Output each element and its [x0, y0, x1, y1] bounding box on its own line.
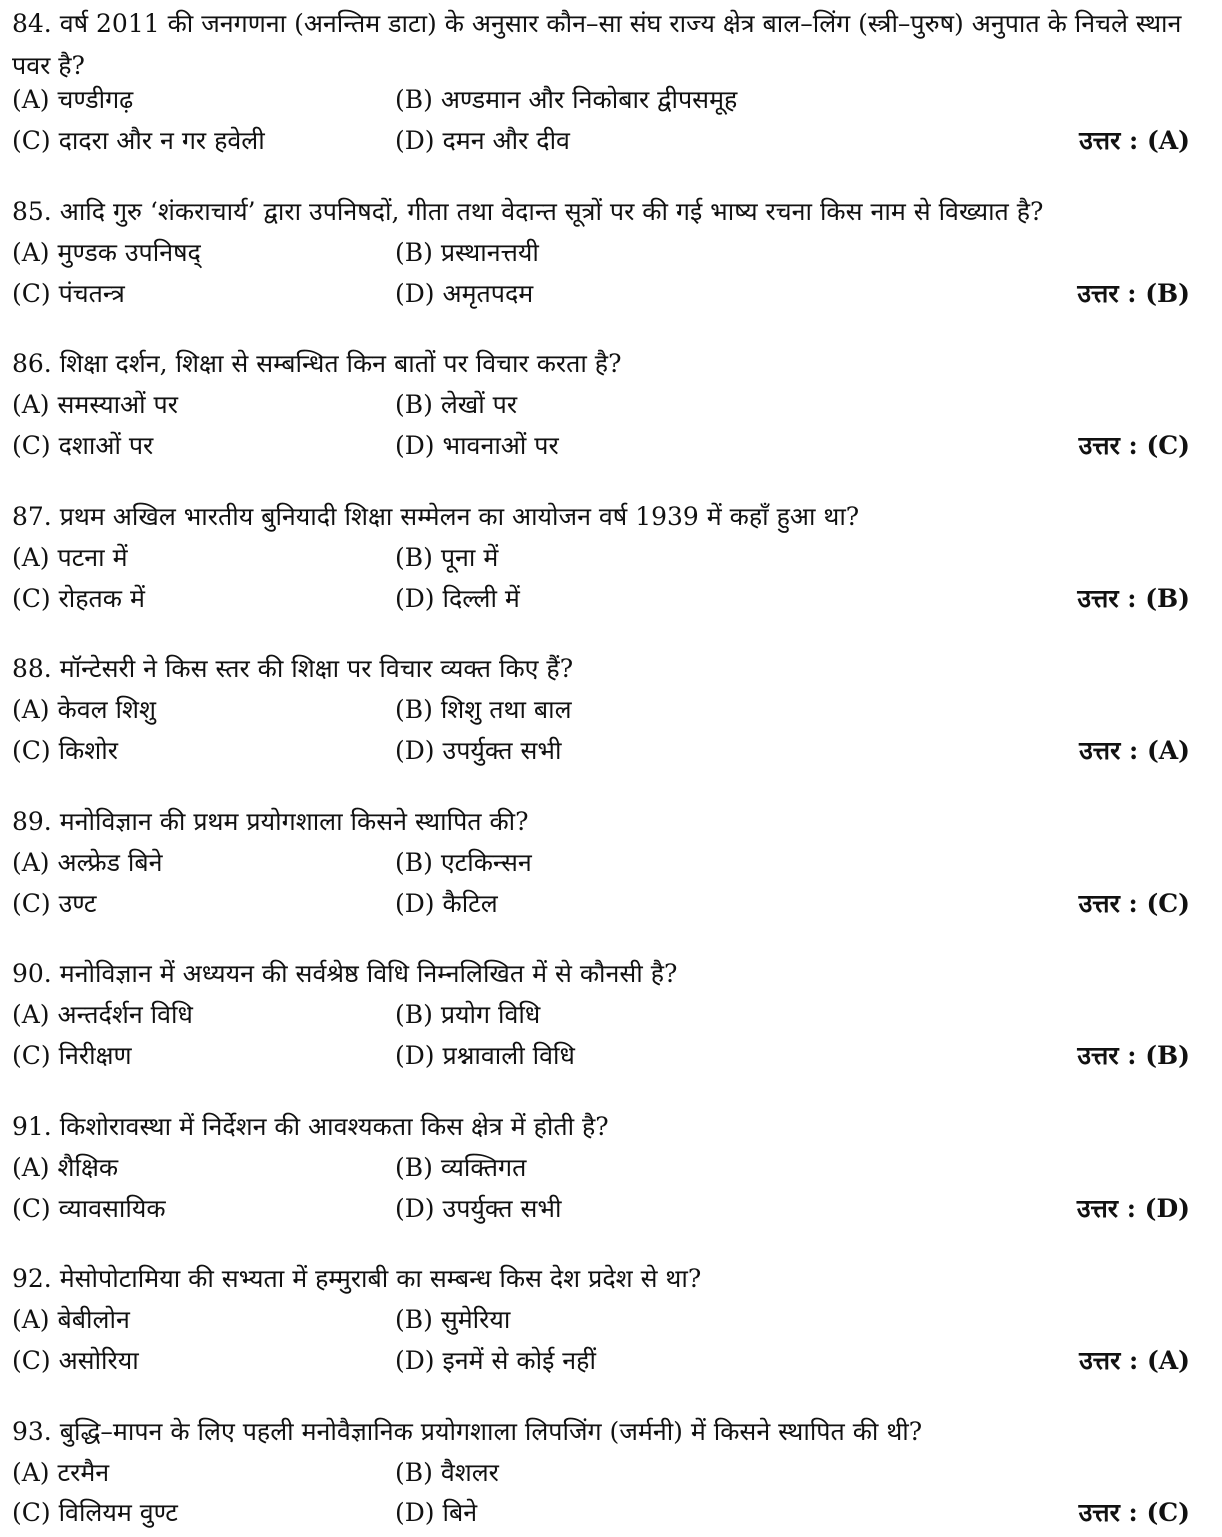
answer — [1079, 1341, 1190, 1381]
question-text: 86. शिक्षा दर्शन, शिक्षा से सम्बन्धित किन बातों पर विचार करता है? — [12, 349, 622, 378]
option-c: (C) दशाओं पर — [12, 431, 154, 460]
answer — [1077, 274, 1190, 314]
question-text: 87. प्रथम अखिल भारतीय बुनियादी शिक्षा सम्मेलन का आयोजन वर्ष 1939 में कहाँ हुआ था? — [12, 502, 860, 531]
answer-value: (A) — [1146, 736, 1190, 765]
option-b: (B) व्यक्तिगत — [395, 1153, 527, 1182]
answer-label: उत्तर : — [1078, 1498, 1147, 1527]
option-d: (D) दिल्ली में — [395, 584, 520, 613]
option-b: (B) शिशु तथा बाल — [395, 695, 572, 724]
question-text: 91. किशोरावस्था में निर्देशन की आवश्यकता किस क्षेत्र में होती है? — [12, 1112, 609, 1141]
question-text: 84. वर्ष 2011 की जनगणना (अनन्तिम डाटा) के अनुसार कौन–सा संघ राज्य क्षेत्र बाल–लिंग (स्त्री–पुरुष) अनुपात के निचले स्थान पवर है? — [12, 9, 1182, 80]
option-a: (A) मुण्डक उपनिषद् — [12, 238, 201, 267]
answer-label: उत्तर : — [1079, 1346, 1147, 1375]
option-b: (B) वैशलर — [395, 1458, 499, 1487]
answer-value: (B) — [1145, 279, 1190, 308]
option-d: (D) बिने — [395, 1498, 478, 1527]
answer-value: (A) — [1146, 126, 1190, 155]
option-a: (A) पटना में — [12, 543, 128, 572]
question-text: 90. मनोविज्ञान में अध्ययन की सर्वश्रेष्ठ विधि निम्नलिखित में से कौनसी है? — [12, 959, 678, 988]
answer-label: उत्तर : — [1076, 1194, 1145, 1223]
answer-value: (C) — [1146, 889, 1190, 918]
answer — [1079, 426, 1190, 466]
answer-label: उत्तर : — [1077, 279, 1146, 308]
answer-label: उत्तर : — [1079, 126, 1147, 155]
question-text: 92. मेसोपोटामिया की सभ्यता में हम्मुराबी का सम्बन्ध किस देश प्रदेश से था? — [12, 1264, 702, 1293]
option-c: (C) असोरिया — [12, 1346, 139, 1375]
answer-value: (B) — [1145, 1041, 1190, 1070]
answer-value: (B) — [1145, 584, 1190, 613]
option-d: (D) प्रश्नावाली विधि — [395, 1041, 575, 1070]
option-a: (A) शैक्षिक — [12, 1153, 119, 1182]
option-d: (D) भावनाओं पर — [395, 431, 559, 460]
option-c: (C) पंचतन्त्र — [12, 279, 125, 308]
option-a: (A) अन्तर्दर्शन विधि — [12, 1000, 193, 1029]
answer — [1077, 1189, 1190, 1229]
option-a: (A) चण्डीगढ़ — [12, 85, 134, 114]
option-c: (C) दादरा और न गर हवेली — [12, 126, 265, 155]
answer — [1079, 884, 1190, 924]
option-b: (B) सुमेरिया — [395, 1305, 511, 1334]
answer-value: (C) — [1146, 1498, 1190, 1527]
question-text: 93. बुद्धि–मापन के लिए पहली मनोवैज्ञानिक प्रयोगशाला लिपजिंग (जर्मनी) में किसने स्थापित की थी? — [12, 1417, 923, 1446]
option-a: (A) अल्फ्रेड बिने — [12, 848, 163, 877]
option-b: (B) प्रस्थानत्तयी — [395, 238, 539, 267]
option-c: (C) रोहतक में — [12, 584, 145, 613]
option-b: (B) अण्डमान और निकोबार द्वीपसमूह — [395, 85, 738, 114]
answer — [1077, 1036, 1190, 1076]
question-text: 85. आदि गुरु ‘शंकराचार्य’ द्वारा उपनिषदों, गीता तथा वेदान्त सूत्रों पर की गई भाष्य रचना किस नाम से विख्यात है? — [12, 197, 1044, 226]
option-d: (D) अमृतपदम — [395, 279, 534, 308]
option-c: (C) व्यावसायिक — [12, 1194, 166, 1223]
option-b: (B) एटकिन्सन — [395, 848, 532, 877]
option-b: (B) लेखों पर — [395, 390, 518, 419]
option-d: (D) उपर्युक्त सभी — [395, 736, 562, 765]
answer-label: उत्तर : — [1078, 431, 1147, 460]
answer — [1079, 121, 1190, 161]
option-c: (C) किशोर — [12, 736, 118, 765]
answer — [1079, 731, 1190, 771]
answer-label: उत्तर : — [1078, 889, 1147, 918]
option-c: (C) उण्ट — [12, 889, 97, 918]
option-b: (B) पूना में — [395, 543, 499, 572]
answer-value: (D) — [1144, 1194, 1190, 1223]
answer — [1077, 579, 1190, 619]
option-a: (A) केवल शिशु — [12, 695, 156, 724]
option-a: (A) बेबीलोन — [12, 1305, 130, 1334]
option-c: (C) निरीक्षण — [12, 1041, 132, 1070]
answer-value: (C) — [1146, 431, 1190, 460]
answer — [1079, 1493, 1190, 1533]
option-d: (D) इनमें से कोई नहीं — [395, 1346, 596, 1375]
option-b: (B) प्रयोग विधि — [395, 1000, 541, 1029]
question-text: 88. मॉन्टेसरी ने किस स्तर की शिक्षा पर विचार व्यक्त किए हैं? — [12, 654, 574, 683]
option-a: (A) टरमैन — [12, 1458, 110, 1487]
question-text: 89. मनोविज्ञान की प्रथम प्रयोगशाला किसने स्थापित की? — [12, 807, 529, 836]
answer-value: (A) — [1146, 1346, 1190, 1375]
answer-label: उत्तर : — [1077, 584, 1146, 613]
option-d: (D) कैटिल — [395, 889, 498, 918]
answer-label: उत्तर : — [1077, 1041, 1146, 1070]
answer-label: उत्तर : — [1079, 736, 1147, 765]
option-c: (C) विलियम वुण्ट — [12, 1498, 178, 1527]
option-a: (A) समस्याओं पर — [12, 390, 178, 419]
option-d: (D) उपर्युक्त सभी — [395, 1194, 562, 1223]
option-d: (D) दमन और दीव — [395, 126, 570, 155]
